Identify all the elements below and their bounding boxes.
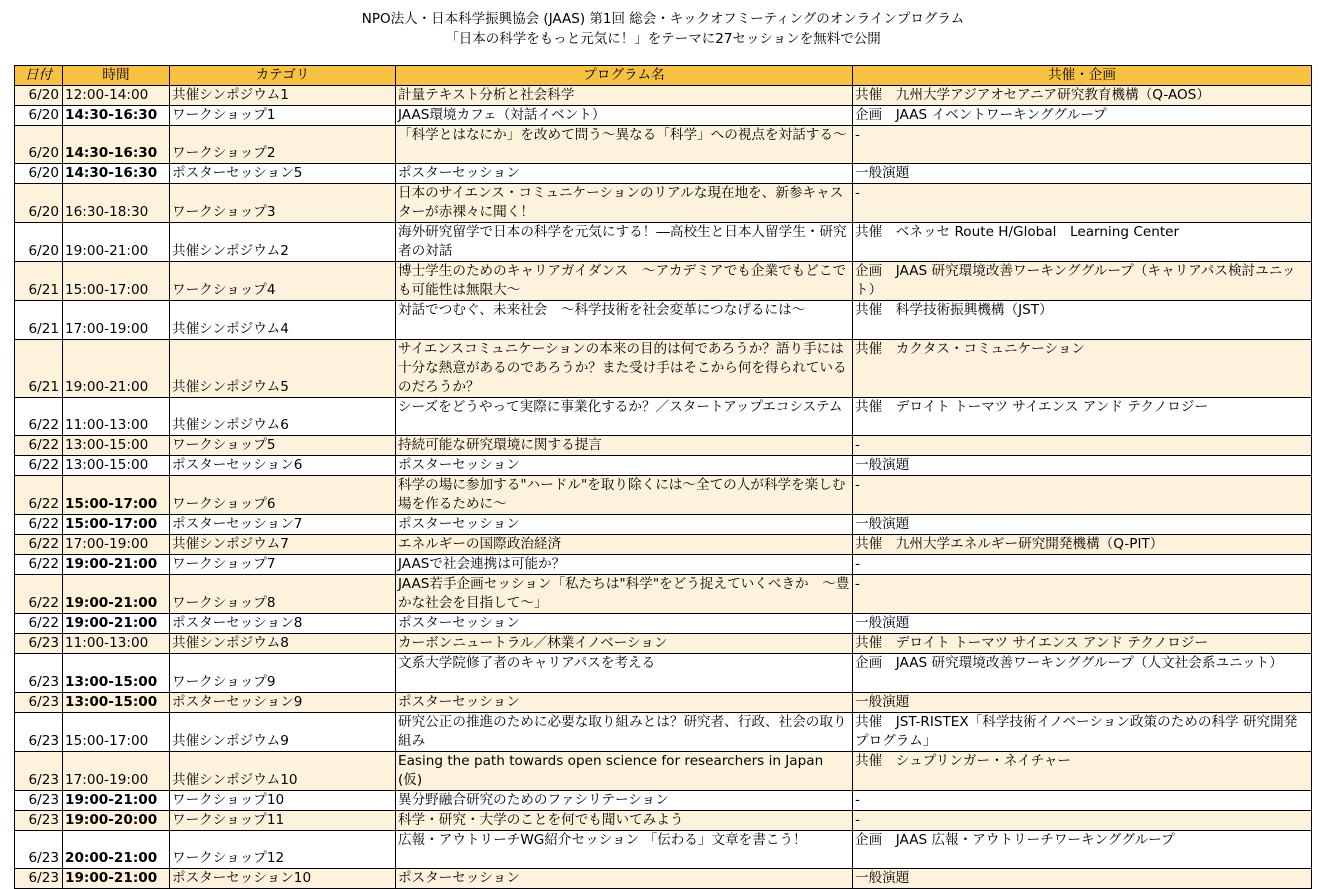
time-cell: 19:00-21:00 xyxy=(63,555,170,575)
table-row xyxy=(15,397,1312,435)
date-cell: 6/23 xyxy=(15,654,63,692)
time-cell: 14:30-16:30 xyxy=(63,126,170,164)
host-cell: 共催 デロイト トーマツ サイエンス アンド テクノロジー xyxy=(853,634,1312,654)
header-program: プログラム名 xyxy=(396,66,853,86)
program-cell: 異分野融合研究のためのファシリテーション xyxy=(396,790,853,810)
category-cell: ポスターセッション6 xyxy=(170,456,396,476)
program-cell: ポスターセッション xyxy=(396,164,853,184)
date-cell: 6/20 xyxy=(15,184,63,223)
host-cell: 一般演題 xyxy=(853,614,1312,634)
host-cell: - xyxy=(853,126,1312,164)
category-cell: ワークショップ10 xyxy=(170,790,396,810)
program-cell: ポスターセッション xyxy=(396,515,853,535)
time-cell: 15:00-17:00 xyxy=(63,515,170,535)
time-cell: 19:00-20:00 xyxy=(63,810,170,830)
host-cell: - xyxy=(853,436,1312,456)
table-row xyxy=(15,184,1312,223)
time-cell: 13:00-15:00 xyxy=(63,436,170,456)
date-cell: 6/22 xyxy=(15,456,63,476)
program-cell: JAAS環境カフェ（対話イベント） xyxy=(396,106,853,126)
host-cell: 一般演題 xyxy=(853,515,1312,535)
category-cell: 共催シンポジウム2 xyxy=(170,223,396,262)
category-cell: ワークショップ5 xyxy=(170,436,396,456)
header-time: 時間 xyxy=(63,66,170,86)
date-cell: 6/21 xyxy=(15,262,63,301)
table-row xyxy=(15,86,1312,106)
date-cell: 6/22 xyxy=(15,575,63,614)
category-cell: ポスターセッション8 xyxy=(170,614,396,634)
table-row xyxy=(15,164,1312,184)
category-cell: 共催シンポジウム1 xyxy=(170,86,396,106)
table-row xyxy=(15,692,1312,712)
date-cell: 6/23 xyxy=(15,751,63,790)
time-cell: 19:00-21:00 xyxy=(63,790,170,810)
time-cell: 19:00-21:00 xyxy=(63,223,170,262)
time-cell: 13:00-15:00 xyxy=(63,654,170,692)
time-cell: 15:00-17:00 xyxy=(63,476,170,515)
category-cell: ワークショップ7 xyxy=(170,555,396,575)
time-cell: 17:00-19:00 xyxy=(63,751,170,790)
table-row xyxy=(15,223,1312,262)
host-cell: 共催 九州大学エネルギー研究開発機構（Q-PIT） xyxy=(853,535,1312,555)
program-cell: 海外研究留学で日本の科学を元気にする！―高校生と日本人留学生・研究者の対話 xyxy=(396,223,853,262)
host-cell: 企画 JAAS イベントワーキンググループ xyxy=(853,106,1312,126)
program-cell: シーズをどうやって実際に事業化するか？／スタートアップエコシステム xyxy=(396,397,853,435)
host-cell: 一般演題 xyxy=(853,868,1312,888)
category-cell: ワークショップ1 xyxy=(170,106,396,126)
table-row xyxy=(15,476,1312,515)
host-cell: 共催 九州大学アジアオセアニア研究教育機構（Q-AOS） xyxy=(853,86,1312,106)
time-cell: 19:00-21:00 xyxy=(63,614,170,634)
table-row xyxy=(15,515,1312,535)
time-cell: 16:30-18:30 xyxy=(63,184,170,223)
program-cell: 文系大学院修了者のキャリアパスを考える xyxy=(396,654,853,692)
category-cell: ポスターセッション9 xyxy=(170,692,396,712)
date-cell: 6/21 xyxy=(15,301,63,339)
date-cell: 6/23 xyxy=(15,868,63,888)
program-cell: ポスターセッション xyxy=(396,868,853,888)
date-cell: 6/23 xyxy=(15,712,63,751)
category-cell: ワークショップ4 xyxy=(170,262,396,301)
host-cell: 共催 ベネッセ Route H/Global Learning Center xyxy=(853,223,1312,262)
host-cell: - xyxy=(853,555,1312,575)
table-row xyxy=(15,301,1312,339)
category-cell: ワークショップ8 xyxy=(170,575,396,614)
program-cell: 計量テキスト分析と社会科学 xyxy=(396,86,853,106)
category-cell: ワークショップ12 xyxy=(170,830,396,868)
header-row xyxy=(15,66,1312,86)
date-cell: 6/22 xyxy=(15,515,63,535)
time-cell: 13:00-15:00 xyxy=(63,456,170,476)
date-cell: 6/23 xyxy=(15,790,63,810)
host-cell: - xyxy=(853,810,1312,830)
table-row xyxy=(15,810,1312,830)
time-cell: 12:00-14:00 xyxy=(63,86,170,106)
program-cell: Easing the path towards open science for researchers in Japan (仮) xyxy=(396,751,853,790)
time-cell: 14:30-16:30 xyxy=(63,106,170,126)
host-cell: 共催 シュプリンガー・ネイチャー xyxy=(853,751,1312,790)
time-cell: 17:00-19:00 xyxy=(63,535,170,555)
table-row xyxy=(15,634,1312,654)
table-row xyxy=(15,555,1312,575)
host-cell: - xyxy=(853,575,1312,614)
category-cell: ワークショップ2 xyxy=(170,126,396,164)
table-row xyxy=(15,436,1312,456)
program-cell: ポスターセッション xyxy=(396,614,853,634)
program-cell: 対話でつむぐ、未来社会 ～科学技術を社会変革につなげるには～ xyxy=(396,301,853,339)
table-row xyxy=(15,339,1312,397)
program-cell: ポスターセッション xyxy=(396,692,853,712)
program-cell: エネルギーの国際政治経済 xyxy=(396,535,853,555)
table-row xyxy=(15,654,1312,692)
category-cell: ポスターセッション5 xyxy=(170,164,396,184)
page-title: NPO法人・日本科学振興協会 (JAAS) 第1回 総会・キックオフミーティングのオンラインプログラム xyxy=(361,11,965,27)
table-body xyxy=(15,86,1312,889)
category-cell: ポスターセッション7 xyxy=(170,515,396,535)
program-cell: 持続可能な研究環境に関する提言 xyxy=(396,436,853,456)
title-block xyxy=(0,0,1326,55)
time-cell: 11:00-13:00 xyxy=(63,634,170,654)
time-cell: 20:00-21:00 xyxy=(63,830,170,868)
date-cell: 6/22 xyxy=(15,476,63,515)
time-cell: 17:00-19:00 xyxy=(63,301,170,339)
host-cell: 共催 科学技術振興機構（JST） xyxy=(853,301,1312,339)
time-cell: 19:00-21:00 xyxy=(63,868,170,888)
category-cell: 共催シンポジウム4 xyxy=(170,301,396,339)
date-cell: 6/22 xyxy=(15,397,63,435)
program-cell: 「科学とはなにか」を改めて問う～異なる「科学」への視点を対話する～ xyxy=(396,126,853,164)
program-cell: 広報・アウトリーチWG紹介セッション 「伝わる」文章を書こう！ xyxy=(396,830,853,868)
time-cell: 19:00-21:00 xyxy=(63,575,170,614)
host-cell: - xyxy=(853,184,1312,223)
category-cell: 共催シンポジウム9 xyxy=(170,712,396,751)
category-cell: 共催シンポジウム6 xyxy=(170,397,396,435)
date-cell: 6/22 xyxy=(15,535,63,555)
header-host: 共催・企画 xyxy=(853,66,1312,86)
category-cell: 共催シンポジウム10 xyxy=(170,751,396,790)
program-table xyxy=(14,65,1312,889)
time-cell: 15:00-17:00 xyxy=(63,262,170,301)
table-row xyxy=(15,126,1312,164)
program-cell: カーボンニュートラル／林業イノベーション xyxy=(396,634,853,654)
table-row xyxy=(15,614,1312,634)
category-cell: ワークショップ11 xyxy=(170,810,396,830)
host-cell: 一般演題 xyxy=(853,692,1312,712)
host-cell: 一般演題 xyxy=(853,456,1312,476)
page-subtitle: 「日本の科学をもっと元気に！」をテーマに27セッションを無料で公開 xyxy=(445,31,881,47)
category-cell: 共催シンポジウム5 xyxy=(170,339,396,397)
date-cell: 6/22 xyxy=(15,555,63,575)
category-cell: ワークショップ6 xyxy=(170,476,396,515)
table-row xyxy=(15,712,1312,751)
table-row xyxy=(15,262,1312,301)
time-cell: 13:00-15:00 xyxy=(63,692,170,712)
table-row xyxy=(15,106,1312,126)
program-cell: 日本のサイエンス・コミュニケーションのリアルな現在地を、新参キャスターが赤裸々に聞く！ xyxy=(396,184,853,223)
date-cell: 6/22 xyxy=(15,614,63,634)
table-row xyxy=(15,535,1312,555)
program-cell: ポスターセッション xyxy=(396,456,853,476)
date-cell: 6/20 xyxy=(15,164,63,184)
time-cell: 15:00-17:00 xyxy=(63,712,170,751)
host-cell: 一般演題 xyxy=(853,164,1312,184)
date-cell: 6/23 xyxy=(15,634,63,654)
host-cell: 企画 JAAS 研究環境改善ワーキンググループ（人文社会系ユニット） xyxy=(853,654,1312,692)
program-cell: 研究公正の推進のために必要な取り組みとは？研究者、行政、社会の取り組み xyxy=(396,712,853,751)
program-cell: 科学・研究・大学のことを何でも聞いてみよう xyxy=(396,810,853,830)
date-cell: 6/23 xyxy=(15,830,63,868)
host-cell: 企画 JAAS 研究環境改善ワーキンググループ（キャリアパス検討ユニット） xyxy=(853,262,1312,301)
table-row xyxy=(15,868,1312,888)
table-row xyxy=(15,575,1312,614)
table-row xyxy=(15,751,1312,790)
date-cell: 6/20 xyxy=(15,223,63,262)
date-cell: 6/20 xyxy=(15,86,63,106)
date-cell: 6/20 xyxy=(15,106,63,126)
host-cell: 共催 デロイト トーマツ サイエンス アンド テクノロジー xyxy=(853,397,1312,435)
host-cell: 共催 JST-RISTEX「科学技術イノベーション政策のための科学 研究開発プログラム」 xyxy=(853,712,1312,751)
category-cell: 共催シンポジウム8 xyxy=(170,634,396,654)
time-cell: 11:00-13:00 xyxy=(63,397,170,435)
program-cell: 科学の場に参加する"ハードル"を取り除くには～全ての人が科学を楽しむ場を作るために～ xyxy=(396,476,853,515)
program-cell: 博士学生のためのキャリアガイダンス ～アカデミアでも企業でもどこでも可能性は無限大～ xyxy=(396,262,853,301)
time-cell: 19:00-21:00 xyxy=(63,339,170,397)
category-cell: 共催シンポジウム7 xyxy=(170,535,396,555)
header-category: カテゴリ xyxy=(170,66,396,86)
table-row xyxy=(15,830,1312,868)
date-cell: 6/23 xyxy=(15,692,63,712)
category-cell: ワークショップ3 xyxy=(170,184,396,223)
date-cell: 6/22 xyxy=(15,436,63,456)
date-cell: 6/21 xyxy=(15,339,63,397)
host-cell: - xyxy=(853,476,1312,515)
category-cell: ワークショップ9 xyxy=(170,654,396,692)
program-cell: サイエンスコミュニケーションの本来の目的は何であろうか？語り手には十分な熱意があるのであろうか？また受け手はそこから何を得られているのだろうか？ xyxy=(396,339,853,397)
host-cell: 企画 JAAS 広報・アウトリーチワーキンググループ xyxy=(853,830,1312,868)
table-row xyxy=(15,790,1312,810)
program-cell: JAASで社会連携は可能か？ xyxy=(396,555,853,575)
time-cell: 14:30-16:30 xyxy=(63,164,170,184)
host-cell: 共催 カクタス・コミュニケーション xyxy=(853,339,1312,397)
category-cell: ポスターセッション10 xyxy=(170,868,396,888)
host-cell: - xyxy=(853,790,1312,810)
date-cell: 6/20 xyxy=(15,126,63,164)
table-row xyxy=(15,456,1312,476)
date-cell: 6/23 xyxy=(15,810,63,830)
program-cell: JAAS若手企画セッション「私たちは"科学"をどう捉えていくべきか ～豊かな社会を目指して～」 xyxy=(396,575,853,614)
header-date: 日付 xyxy=(15,66,63,86)
